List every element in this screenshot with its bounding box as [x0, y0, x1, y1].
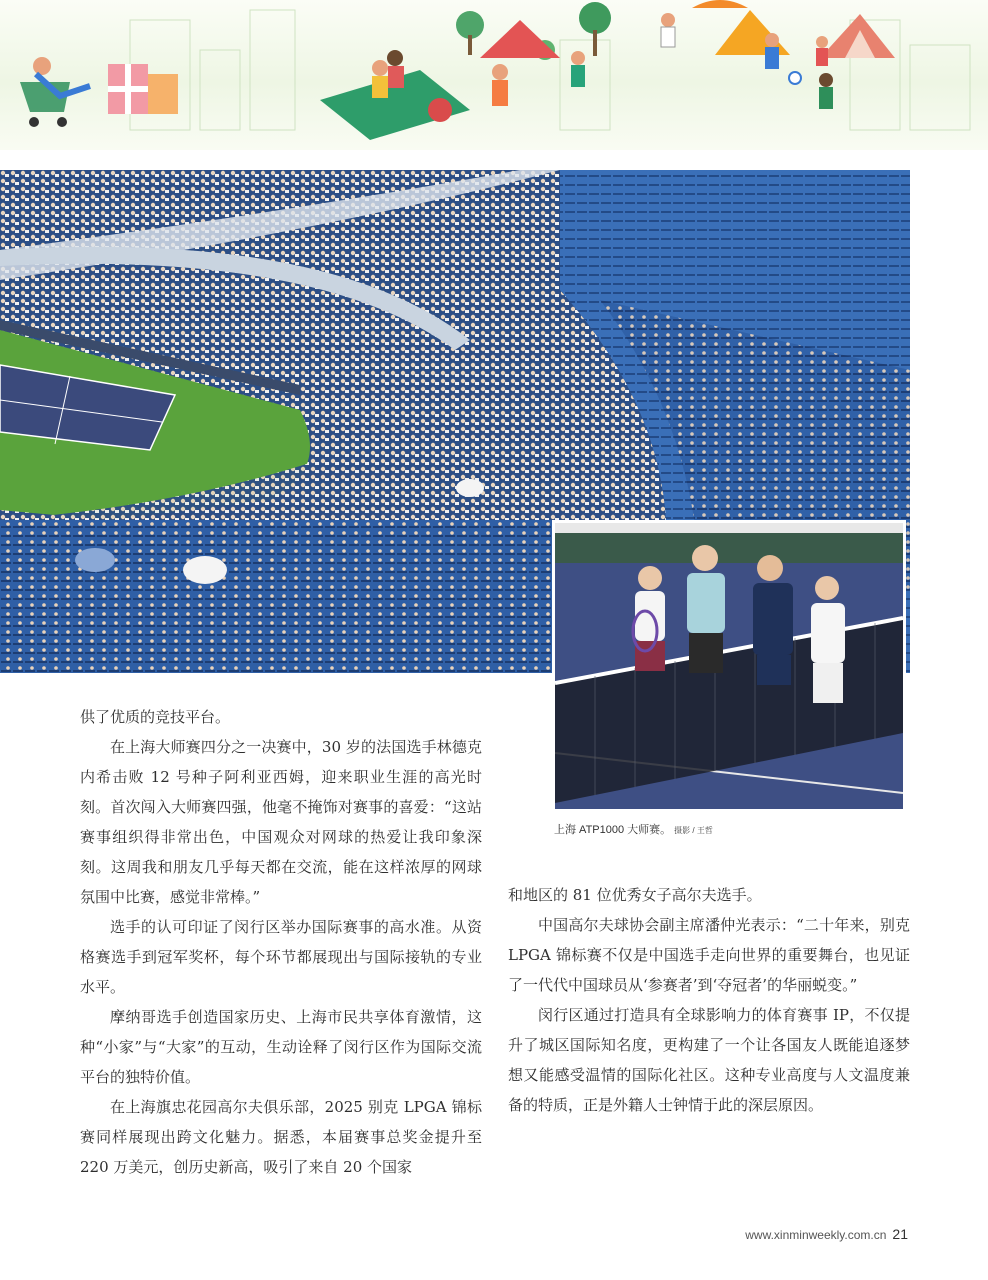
tent-icon — [480, 10, 895, 58]
page-footer — [745, 1226, 908, 1242]
shopping-cart-icon — [20, 57, 90, 127]
caption-text: 上海 ATP1000 大师赛。 — [554, 824, 672, 836]
paragraph: 闵行区通过打造具有全球影响力的体育赛事 IP，不仅提升了城区国际知名度，更构建了一个让各国友人既能追逐梦想又能感受温情的国际化社区。这种专业高度与人文温度兼备的特质，正是外籍人士钟情于此的深层原因。 — [508, 1006, 910, 1114]
left-column — [80, 702, 482, 1182]
photo-caption — [554, 821, 713, 837]
photo-credit: 摄影 / 王哲 — [674, 826, 713, 835]
header-illustration — [0, 0, 988, 150]
page-number: 21 — [892, 1226, 908, 1242]
paragraph: 选手的认可印证了闵行区举办国际赛事的高水准。从资格赛选手到冠军奖杯，每个环节都展现出与国际接轨的专业水平。 — [80, 918, 482, 996]
umbrella-icon — [692, 0, 748, 8]
right-column — [508, 880, 910, 1120]
paragraph: 在上海大师赛四分之一决赛中，30 岁的法国选手林德克内希击败 12 号种子阿利亚西姆，迎来职业生涯的高光时刻。首次闯入大师赛四强，他毫不掩饰对赛事的喜爱：“这站赛事组织得非常出色，中国观众对网球的热爱让我印象深刻。这周我和朋友几乎每天都在交流，能在这样浓厚的网球氛围中比赛，感觉非常棒。” — [80, 738, 482, 906]
gift-box-icon — [108, 64, 178, 114]
website-url: www.xinminweekly.com.cn — [745, 1228, 887, 1242]
paragraph: 中国高尔夫球协会副主席潘仲光表示：“二十年来，别克 LPGA 锦标赛不仅是中国选手走向世界的重要舞台，也见证了一代代中国球员从‘参赛者’到‘夺冠者’的华丽蜕变。” — [508, 916, 910, 994]
paragraph: 在上海旗忠花园高尔夫俱乐部，2025 别克 LPGA 锦标赛同样展现出跨文化魅力。据悉，本届赛事总奖金提升至 220 万美元，创历史新高，吸引了来自 20 个国家 — [80, 1098, 482, 1176]
picnic-mat-icon — [320, 50, 470, 140]
paragraph: 摩纳哥选手创造国家历史、上海市民共享体育激情，这种“小家”与“大家”的互动，生动诠释了闵行区作为国际交流平台的独特价值。 — [80, 1008, 482, 1086]
ball-icon — [789, 72, 801, 84]
paragraph: 和地区的 81 位优秀女子高尔夫选手。 — [508, 886, 762, 904]
inset-photo-players — [552, 520, 906, 812]
paragraph: 供了优质的竞技平台。 — [80, 708, 231, 726]
people-figures — [492, 13, 833, 109]
